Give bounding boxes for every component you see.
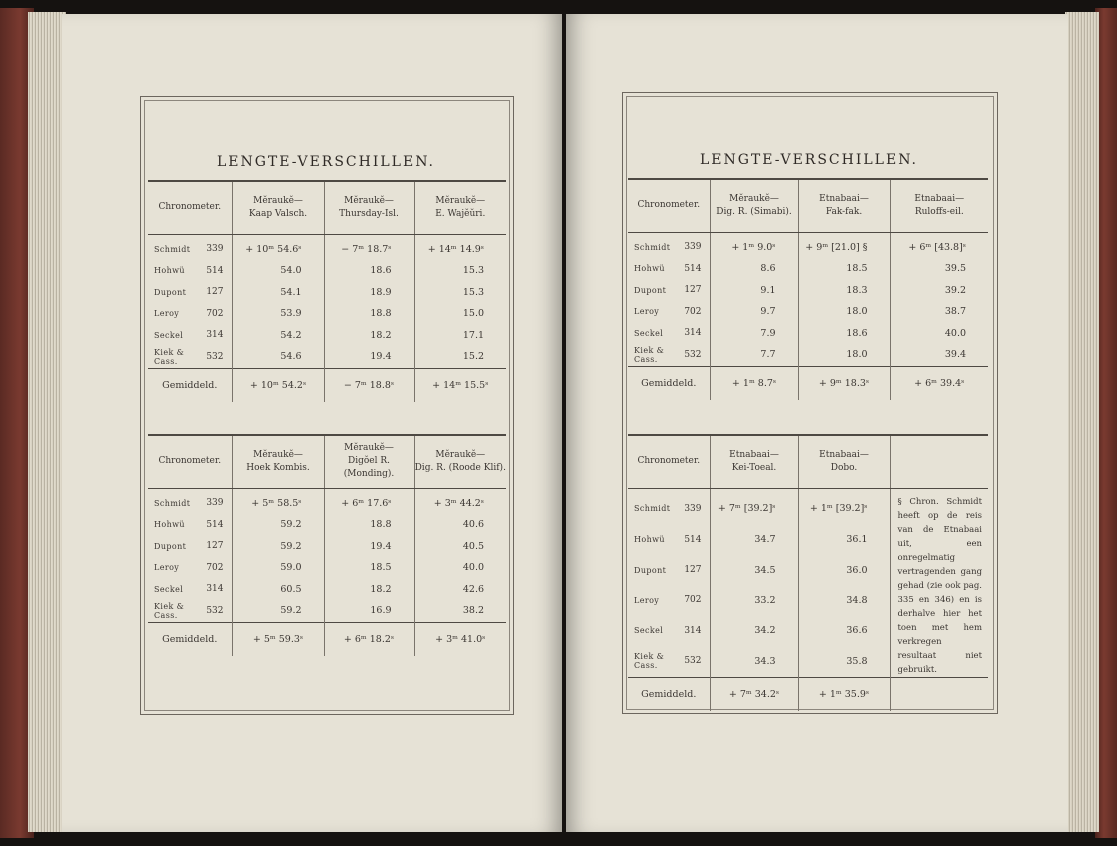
chronometer-name: Kiek & Cass. [154, 347, 185, 366]
time-value: + 3ᵐ 44.2ˢ [414, 488, 506, 514]
chronometer-number: 339 [206, 244, 224, 255]
time-value: 18.6 [324, 260, 414, 282]
col-header: Chronometer. [148, 182, 232, 234]
chronometer-number: 314 [684, 328, 702, 339]
col-header: Etnabaai— Ruloffs-eil. [890, 180, 988, 232]
time-value: 18.5 [798, 258, 890, 280]
chronometer-name: Kiek & Cass. [634, 345, 665, 364]
left-table-1 [148, 182, 506, 402]
table-row [148, 579, 506, 601]
time-value: 60.5 [232, 579, 324, 601]
avg-label: Gemiddeld. [148, 622, 232, 656]
time-value: 19.4 [324, 536, 414, 558]
time-value: 35.8 [798, 646, 890, 677]
time-value: 54.1 [232, 282, 324, 304]
time-value: 34.7 [710, 525, 798, 555]
time-value: 19.4 [324, 346, 414, 368]
time-value: 15.0 [414, 303, 506, 325]
chronometer-name: Schmidt [154, 244, 191, 254]
col-header: Mĕraukĕ— Kaap Valsch. [232, 182, 324, 234]
time-value: 39.2 [890, 280, 988, 302]
avg-value: + 3ᵐ 41.0ˢ [414, 622, 506, 656]
time-value: 36.6 [798, 616, 890, 646]
chronometer-name: Dupont [154, 287, 187, 297]
right-page [566, 14, 1068, 832]
time-value: 54.6 [232, 346, 324, 368]
chronometer-name: Leroy [154, 563, 180, 573]
col-header: Chronometer. [628, 436, 710, 488]
col-header: Chronometer. [148, 436, 232, 488]
time-value: 42.6 [414, 579, 506, 601]
table-row [148, 325, 506, 347]
time-value: 40.0 [414, 557, 506, 579]
avg-value: + 6ᵐ 39.4ˢ [890, 366, 988, 400]
right-table-2 [628, 436, 988, 711]
time-value: 18.3 [798, 280, 890, 302]
chronometer-name: Seckel [154, 330, 184, 340]
col-header: Mĕraukĕ— Hoek Kombis. [232, 436, 324, 488]
time-value: + 1ᵐ 9.0ˢ [710, 232, 798, 258]
chronometer-name: Leroy [154, 309, 180, 319]
table-row [148, 536, 506, 558]
table-row [148, 282, 506, 304]
col-header: Mĕraukĕ— Dig. R. (Simabi). [710, 180, 798, 232]
time-value: 54.0 [232, 260, 324, 282]
table-row [148, 346, 506, 368]
chronometer-number: 514 [206, 519, 224, 530]
avg-value: + 5ᵐ 59.3ˢ [232, 622, 324, 656]
chronometer-number: 514 [684, 534, 702, 545]
time-value: + 7ᵐ [39.2]ˢ [710, 488, 798, 525]
time-value: 59.2 [232, 536, 324, 558]
time-value: 36.1 [798, 525, 890, 555]
col-header: Etnabaai— Fak-fak. [798, 180, 890, 232]
time-value: 18.5 [324, 557, 414, 579]
chronometer-name: Schmidt [154, 498, 191, 508]
time-value: 15.3 [414, 282, 506, 304]
chronometer-name: Kiek & Cass. [154, 601, 185, 620]
chronometer-number: 314 [684, 625, 702, 636]
time-value: 59.2 [232, 514, 324, 536]
chronometer-name: Dupont [154, 541, 187, 551]
chronometer-name: Dupont [634, 285, 667, 295]
chronometer-number: 127 [684, 565, 702, 576]
time-value: 7.9 [710, 323, 798, 345]
time-value: 34.2 [710, 616, 798, 646]
chronometer-name: Schmidt [634, 504, 671, 514]
chronometer-number: 339 [206, 498, 224, 509]
table-row [148, 557, 506, 579]
time-value: 18.0 [798, 344, 890, 366]
table-row [628, 344, 988, 366]
table-row [628, 301, 988, 323]
left-page [62, 14, 562, 832]
time-value: 15.2 [414, 346, 506, 368]
avg-value: + 7ᵐ 34.2ˢ [710, 677, 798, 711]
table-row [148, 303, 506, 325]
right-page-edges [1065, 12, 1099, 832]
time-value: 36.0 [798, 555, 890, 585]
time-value: 59.2 [232, 600, 324, 622]
avg-label: Gemiddeld. [628, 677, 710, 711]
col-header-empty [890, 436, 988, 488]
time-value: 38.7 [890, 301, 988, 323]
time-value: 39.5 [890, 258, 988, 280]
chronometer-number: 702 [206, 308, 224, 319]
time-value: 17.1 [414, 325, 506, 347]
chronometer-name: Leroy [634, 595, 660, 605]
chronometer-name: Seckel [634, 626, 664, 636]
avg-label: Gemiddeld. [628, 366, 710, 400]
time-value: + 14ᵐ 14.9ˢ [414, 234, 506, 260]
table-row [148, 488, 506, 514]
right-title: LENGTE-VERSCHILLEN. [699, 152, 918, 168]
chronometer-name: Dupont [634, 565, 667, 575]
chronometer-number: 514 [206, 265, 224, 276]
chronometer-number: 127 [684, 285, 702, 296]
left-table-2 [148, 436, 506, 656]
time-value: 18.8 [324, 303, 414, 325]
avg-value: + 1ᵐ 8.7ˢ [710, 366, 798, 400]
table-row [628, 258, 988, 280]
chronometer-number: 514 [684, 263, 702, 274]
time-value: 18.2 [324, 579, 414, 601]
col-header: Mĕraukĕ— Dig. R. (Roode Klif). [414, 436, 506, 488]
chronometer-number: 314 [206, 330, 224, 341]
time-value: 18.2 [324, 325, 414, 347]
time-value: 33.2 [710, 585, 798, 615]
time-value: 18.0 [798, 301, 890, 323]
chronometer-number: 339 [684, 242, 702, 253]
time-value: 59.0 [232, 557, 324, 579]
chronometer-name: Hohwü [154, 520, 185, 530]
chronometer-number: 532 [206, 351, 224, 362]
time-value: − 7ᵐ 18.7ˢ [324, 234, 414, 260]
avg-value: + 1ᵐ 35.9ˢ [798, 677, 890, 711]
time-value: + 6ᵐ 17.6ˢ [324, 488, 414, 514]
time-value: 40.0 [890, 323, 988, 345]
table-row [148, 260, 506, 282]
time-value: 9.1 [710, 280, 798, 302]
chronometer-name: Schmidt [634, 242, 671, 252]
chronometer-number: 702 [684, 306, 702, 317]
chronometer-name: Leroy [634, 307, 660, 317]
col-header: Etnabaai— Kei-Toeal. [710, 436, 798, 488]
avg-label: Gemiddeld. [148, 368, 232, 402]
chronometer-number: 532 [684, 656, 702, 667]
footnote: § Chron. Schmidt heeft op de reis van de Etnabaai uit, een onregelmatig vertragenden gang gehad (zie ook pag. 335 en 346) en is derhalve hier het toen met hem verkregen resultaat niet gebruikt. [890, 488, 988, 677]
time-value: 34.8 [798, 585, 890, 615]
chronometer-name: Hohwü [634, 535, 665, 545]
time-value: 34.5 [710, 555, 798, 585]
table-row [628, 280, 988, 302]
time-value: 8.6 [710, 258, 798, 280]
left-title: LENGTE-VERSCHILLEN. [216, 154, 435, 170]
avg-value: + 14ᵐ 15.5ˢ [414, 368, 506, 402]
chronometer-number: 314 [206, 584, 224, 595]
col-header: Mĕraukĕ— Digŏel R. (Monding). [324, 436, 414, 488]
col-header: Chronometer. [628, 180, 710, 232]
time-value: 15.3 [414, 260, 506, 282]
avg-value: + 9ᵐ 18.3ˢ [798, 366, 890, 400]
col-header: Mĕraukĕ— Thursday-Isl. [324, 182, 414, 234]
avg-value: + 10ᵐ 54.2ˢ [232, 368, 324, 402]
time-value: 7.7 [710, 344, 798, 366]
table-row [628, 488, 988, 525]
avg-value: + 6ᵐ 18.2ˢ [324, 622, 414, 656]
time-value: 18.8 [324, 514, 414, 536]
time-value: 9.7 [710, 301, 798, 323]
chronometer-number: 127 [206, 287, 224, 298]
chronometer-name: Hohwü [154, 266, 185, 276]
table-row [148, 600, 506, 622]
time-value: 16.9 [324, 600, 414, 622]
time-value: + 5ᵐ 58.5ˢ [232, 488, 324, 514]
time-value: 40.6 [414, 514, 506, 536]
left-page-edges [28, 12, 66, 832]
time-value: 40.5 [414, 536, 506, 558]
time-value: 53.9 [232, 303, 324, 325]
time-value: 18.6 [798, 323, 890, 345]
chronometer-number: 702 [684, 595, 702, 606]
table-row [148, 514, 506, 536]
chronometer-name: Hohwü [634, 264, 665, 274]
chronometer-number: 127 [206, 541, 224, 552]
right-table-1 [628, 180, 988, 400]
time-value: 54.2 [232, 325, 324, 347]
chronometer-number: 532 [206, 605, 224, 616]
avg-empty-cell [890, 677, 988, 711]
time-value: 38.2 [414, 600, 506, 622]
time-value: + 9ᵐ [21.0] § [798, 232, 890, 258]
chronometer-number: 339 [684, 503, 702, 514]
time-value: + 6ᵐ [43.8]ˢ [890, 232, 988, 258]
avg-value: − 7ᵐ 18.8ˢ [324, 368, 414, 402]
time-value: 34.3 [710, 646, 798, 677]
time-value: 18.9 [324, 282, 414, 304]
chronometer-name: Kiek & Cass. [634, 652, 665, 671]
time-value: 39.4 [890, 344, 988, 366]
time-value: + 10ᵐ 54.6ˢ [232, 234, 324, 260]
chronometer-name: Seckel [634, 328, 664, 338]
table-row [628, 323, 988, 345]
table-row [628, 232, 988, 258]
col-header: Etnabaai— Dobo. [798, 436, 890, 488]
chronometer-number: 702 [206, 562, 224, 573]
chronometer-name: Seckel [154, 584, 184, 594]
time-value: + 1ᵐ [39.2]ˢ [798, 488, 890, 525]
chronometer-number: 532 [684, 349, 702, 360]
table-row [148, 234, 506, 260]
col-header: Mĕraukĕ— E. Wajĕŭri. [414, 182, 506, 234]
